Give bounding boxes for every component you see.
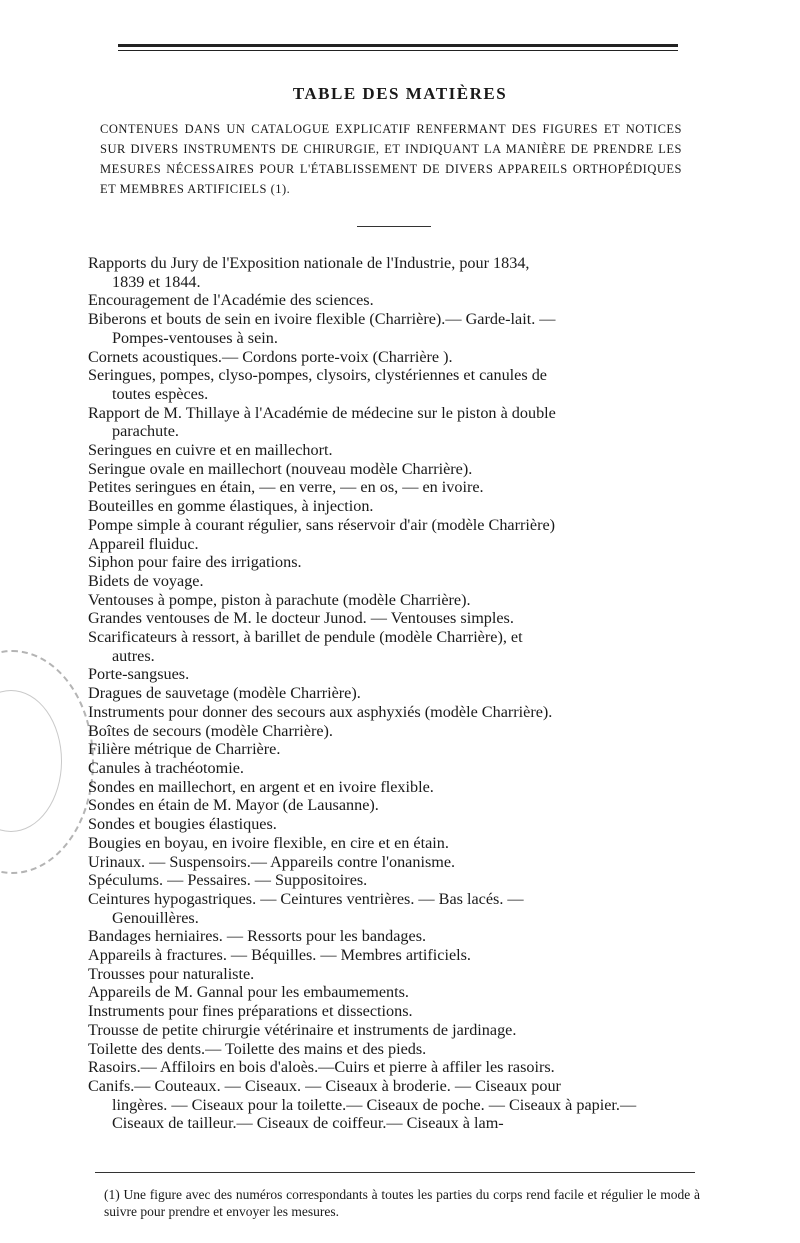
entry-continuation: Genouillères. [112, 908, 199, 927]
entry-text: Sondes et bougies élastiques. [88, 815, 277, 834]
contents-entry [88, 572, 688, 591]
contents-entry [88, 591, 688, 610]
contents-entry [88, 834, 688, 853]
top-rule-thin [118, 50, 678, 51]
contents-entry [88, 366, 688, 403]
contents-entry [88, 983, 688, 1002]
entry-text: Seringue ovale en maillechort (nouveau modèle Charrière). [88, 459, 473, 478]
contents-entry [88, 759, 688, 778]
entry-continuation: toutes espèces. [112, 384, 209, 403]
entry-text: Toilette des dents.— Toilette des mains et des pieds. [88, 1039, 427, 1058]
contents-entry [88, 815, 688, 834]
entry-text: Petites seringues en étain, — en verre, — en os, — en ivoire. [88, 478, 484, 497]
entry-continuation: parachute. [112, 422, 179, 441]
entry-continuation: autres. [112, 646, 155, 665]
contents-entry [88, 404, 688, 441]
contents-entry [88, 291, 688, 310]
contents-entry [88, 1002, 688, 1021]
contents-entry [88, 665, 688, 684]
contents-entry [88, 348, 688, 367]
contents-entry [88, 927, 688, 946]
entry-text: Boîtes de secours (modèle Charrière). [88, 721, 333, 740]
contents-entry [88, 946, 688, 965]
contents-entry [88, 703, 688, 722]
entry-continuation: Pompes-ventouses à sein. [112, 328, 278, 347]
contents-entry [88, 535, 688, 554]
entry-text: Grandes ventouses de M. le docteur Junod. — Ventouses simples. [88, 609, 514, 628]
entry-text: Urinaux. — Suspensoirs.— Appareils contre l'onanisme. [88, 852, 456, 871]
contents-entry [88, 497, 688, 516]
entry-text: Ventouses à pompe, piston à parachute (modèle Charrière). [88, 590, 471, 609]
entry-text: Porte-sangsues. [88, 665, 190, 684]
contents-entry [88, 796, 688, 815]
contents-entry [88, 684, 688, 703]
entry-text: Bouteilles en gomme élastiques, à injection. [88, 497, 374, 516]
contents-entry [88, 965, 688, 984]
entry-text: Filière métrique de Charrière. [88, 740, 281, 759]
entry-text: Rapport de M. Thillaye à l'Académie de médecine sur le piston à double [88, 403, 556, 422]
footnote-rule [95, 1172, 695, 1173]
entry-text: Sondes en maillechort, en argent et en ivoire flexible. [88, 777, 434, 796]
contents-entry [88, 890, 688, 927]
contents-entry [88, 778, 688, 797]
entry-text: Canifs.— Couteaux. — Ciseaux. — Ciseaux à broderie. — Ciseaux pour [88, 1076, 561, 1095]
entry-text: Seringues, pompes, clyso-pompes, clysoirs, clystériennes et canules de [88, 366, 547, 385]
entry-text: Biberons et bouts de sein en ivoire flexible (Charrière).— Garde-lait. — [88, 310, 556, 329]
top-rule-thick [118, 44, 678, 47]
entry-text: Bidets de voyage. [88, 571, 204, 590]
entry-text: Instruments pour donner des secours aux asphyxiés (modèle Charrière). [88, 702, 553, 721]
footnote: (1) Une figure avec des numéros correspondants à toutes les parties du corps rend facile et régulier le mode à suivre pour prendre et envoyer les mesures. [104, 1187, 700, 1219]
entry-text: Scarificateurs à ressort, à barillet de pendule (modèle Charrière), et [88, 628, 523, 647]
contents-entry [88, 441, 688, 460]
entry-text: Bougies en boyau, en ivoire flexible, en cire et en étain. [88, 833, 449, 852]
contents-entry [88, 609, 688, 628]
entry-text: Encouragement de l'Académie des sciences. [88, 291, 374, 310]
contents-entry [88, 254, 688, 291]
entry-text: Cornets acoustiques.— Cordons porte-voix (Charrière ). [88, 347, 453, 366]
contents-entry [88, 628, 688, 665]
entry-text: Spéculums. — Pessaires. — Suppositoires. [88, 871, 368, 890]
entry-text: Bandages herniaires. — Ressorts pour les bandages. [88, 927, 427, 946]
contents-entry [88, 1058, 688, 1077]
entry-text: Trousse de petite chirurgie vétérinaire et instruments de jardinage. [88, 1020, 517, 1039]
entry-text: Trousses pour naturaliste. [88, 964, 255, 983]
entry-text: Appareil fluiduc. [88, 534, 199, 553]
contents-entry [88, 853, 688, 872]
contents-entry [88, 871, 688, 890]
entry-text: Rapports du Jury de l'Exposition nationale de l'Industrie, pour 1834, [88, 254, 530, 272]
entry-continuation: 1839 et 1844. [112, 272, 201, 291]
entry-text: Sondes en étain de M. Mayor (de Lausanne). [88, 796, 379, 815]
contents-entry [88, 460, 688, 479]
entry-text: Appareils à fractures. — Béquilles. — Membres artificiels. [88, 946, 471, 965]
contents-entry [88, 1077, 688, 1133]
contents-entry [88, 516, 688, 535]
entry-text: Seringues en cuivre et en maillechort. [88, 441, 333, 460]
separator-rule [357, 226, 431, 227]
entry-text: Dragues de sauvetage (modèle Charrière). [88, 684, 361, 703]
entry-text: Siphon pour faire des irrigations. [88, 553, 302, 572]
entry-text: Canules à trachéotomie. [88, 758, 244, 777]
entry-text: Ceintures hypogastriques. — Ceintures ventrières. — Bas lacés. — [88, 889, 524, 908]
contents-entry [88, 553, 688, 572]
contents-entry [88, 722, 688, 741]
entry-text: Appareils de M. Gannal pour les embaumements. [88, 983, 409, 1002]
contents-list [88, 254, 688, 1133]
entry-text: Instruments pour fines préparations et dissections. [88, 1002, 413, 1021]
page-subtitle: CONTENUES DANS UN CATALOGUE EXPLICATIF RENFERMANT DES FIGURES ET NOTICES SUR DIVERS INSTRUMENTS DE CHIRURGIE, ET INDIQUANT LA MANIÈRE DE PRENDRE LES MESURES NÉCESSAIRES POUR L'ÉTABLISSEMENT DE DIVERS APPAREILS ORTHOPÉDIQUES ET MEMBRES ARTIFICIELS (1). [100, 122, 682, 196]
contents-entry [88, 740, 688, 759]
entry-text: Pompe simple à courant régulier, sans réservoir d'air (modèle Charrière) [88, 515, 556, 534]
contents-entry [88, 310, 688, 347]
contents-entry [88, 478, 688, 497]
entry-continuation: lingères. — Ciseaux pour la toilette.— Ciseaux de poche. — Ciseaux à papier.— Ciseaux de tailleur.— Ciseaux de coiffeur.— Ciseaux à lam- [112, 1095, 637, 1133]
contents-entry [88, 1021, 688, 1040]
contents-entry [88, 1040, 688, 1059]
entry-text: Rasoirs.— Affiloirs en bois d'aloès.—Cuirs et pierre à affiler les rasoirs. [88, 1058, 555, 1077]
page-title: TABLE DES MATIÈRES [292, 84, 508, 103]
